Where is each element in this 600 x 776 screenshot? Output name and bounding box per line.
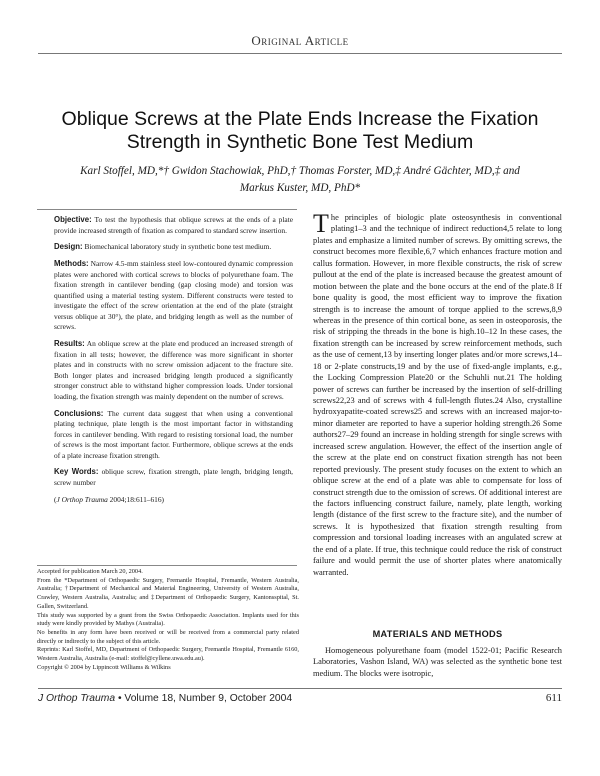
- footer-journal: J Orthop Trauma: [38, 693, 116, 704]
- materials-methods-text: Homogeneous polyurethane foam (model 1522-01; Pacific Research Laboratories, Vashon Island, WA) was selected as the synthetic bone test medium. The blocks were isotropic,: [313, 646, 562, 678]
- body-text: [313, 209, 562, 578]
- page-number: 611: [545, 692, 562, 704]
- author-line-1: Karl Stoffel, MD,*† Gwidon Stachowiak, PhD,† Thomas Forster, MD,‡ André Gächter, MD,‡ and: [80, 165, 520, 177]
- author-line-2: Markus Kuster, MD, PhD*: [239, 182, 361, 194]
- citation: (J Orthop Trauma 2004;18:611–616): [54, 494, 165, 504]
- author-list: [50, 163, 550, 197]
- footnotes: [37, 568, 299, 672]
- abstract-objective: Objective: To test the hypothesis that oblique screws at the ends of a plate provide increased strength of fixation as compared to standard screw insertion.: [54, 215, 293, 235]
- bottom-rule: [38, 688, 562, 689]
- footnote-benefits: No benefits in any form have been received or will be received from a commercial party related directly or indirectly to the subject of this article.: [37, 628, 299, 645]
- section-label: Original Article: [251, 33, 349, 48]
- abstract-results: Results: An oblique screw at the plate end produced an increased strength of fixation in all tests; however, the difference was more significant in shorter plates and in constructs with no screw omission adjacent to the fracture site. Both longer plates and increased bridging length produced a significantly stronger construct able to withstand higher compression loads. Under torsional loading, the fixation strength was mainly dependent on the number of screws.: [54, 339, 293, 401]
- abstract-methods: Methods: Narrow 4.5-mm stainless steel low-contoured dynamic compression plates were anchored with cortical screws to blocks of polyurethane foam. The fixation strength in cantilever bending (gap closing mode) and torsion was quantified using a material testing system. Different constructs were tested to investigate the effect of the screw orientation at the end of the plate (straight versus oblique at 30°), the plate, and bridging length as well as the number of screws.: [54, 259, 293, 332]
- footnote-affiliations: From the *Department of Orthopaedic Surgery, Fremantle Hospital, Fremantle, Western Australia, Australia; †Department of Mechanical and Material Engineering, University of Western Australia, Crawley, Western Australia, Australia; and ‡Department of Orthopaedic Surgery, Kantonsspital, St. Gallen, Switzerland.: [37, 576, 299, 610]
- footnote-support: This study was supported by a grant from the Swiss Orthopaedic Association. Implants used for this study were kindly provided by Mathys (Australia).: [37, 611, 299, 628]
- intro-paragraph: he principles of biologic plate osteosynthesis in conventional plating1–3 and the technique of indirect reduction4,5 relate to long plates and emphasize a limited number of screws. By omitting screws, the construct becomes more flexible,6,7 which enhances fracture motion and callus formation. However, in more flexible constructs, the risk of screw pullout at the end of the plate is increased because the greatest amount of motion between the plate and the bone occurs at the end of the plate.8 If bone quality is good, the most efficient way to improve the fixation strength is to increase the amount of torque applied to the screws,8,9 whereas in the presence of thin cortical bone, as seen in osteoporosis, the risk of stripping the threads in the bone is high.10–12 In these cases, the fixation strength can be increased by screw reinforcement methods, such as the use of cement,13 by inserting longer plates and/or more screws,14–18 or 2-plate constructs,19 and by the use of fixed-angle implants, e.g., the Locking Compression Plate20 or the Schuhli nut.21 The holding power of screws can further be increased by the insertion of self-drilling screws22,23 and of screws with 4 full-length flutes.24 Also, crystalline hydroxyapatite-coated screws25 and screws with an increased major-to-minor diameter are reported to have a superior holding strength.26 Some authors27–29 found an increase in holding strength for single screws with increased screw angulation. However, the effect of the insertion angle of the screw at the plate end on construct fixation strength has not been reported previously. The present study focuses on the extent to which an oblique screw at the end of a plate was able to compensate for loss of construct strength due to the omission of screws. Of additional interest are the factors influencing construct failure, namely, plate length, working length (distance of the first screw to the fracture site), and the number of screws. It is hypothesized that fixation strength resulting from compression and torsional loading increases with an angulated screw at the end of a plate. If true, this technique could reduce the risk of construct failure and would permit the use of shorter plates where anatomically warranted.: [313, 213, 562, 577]
- abstract-design: Design: Biomechanical laboratory study in synthetic bone test medium.: [54, 242, 272, 252]
- footer-issue: • Volume 18, Number 9, October 2004: [117, 693, 293, 704]
- materials-methods-heading: MATERIALS AND METHODS: [372, 629, 503, 639]
- top-rule: [38, 53, 562, 54]
- footnote-copyright: Copyright © 2004 by Lippincott Williams & Wilkins: [37, 663, 171, 671]
- drop-cap: T: [313, 209, 329, 238]
- article-title: Oblique Screws at the Plate Ends Increase the Fixation Strength in Synthetic Bone Test Medium: [61, 108, 539, 153]
- abstract-keywords: Key Words: oblique screw, fixation strength, plate length, bridging length, screw number: [54, 467, 293, 487]
- abstract: [37, 209, 297, 566]
- footnote-accepted: Accepted for publication March 20, 2004.: [37, 568, 143, 575]
- footnote-reprints: Reprints: Karl Stoffel, MD, Department of Orthopaedic Surgery, Fremantle Hospital, Fremantle 6160, Western Australia, Australia (e-mail: stoffel@cyllene.uwa.edu.au).: [37, 646, 299, 663]
- abstract-conclusions: Conclusions: The current data suggest that when using a conventional plating technique, plate length is the most important factor in withstanding forces in cantilever bending. With regard to resisting torsional load, the number of screws is the most important factor. Furthermore, oblique screws at the ends of a plate increase fixation strength.: [54, 408, 293, 460]
- running-footer: [38, 693, 292, 704]
